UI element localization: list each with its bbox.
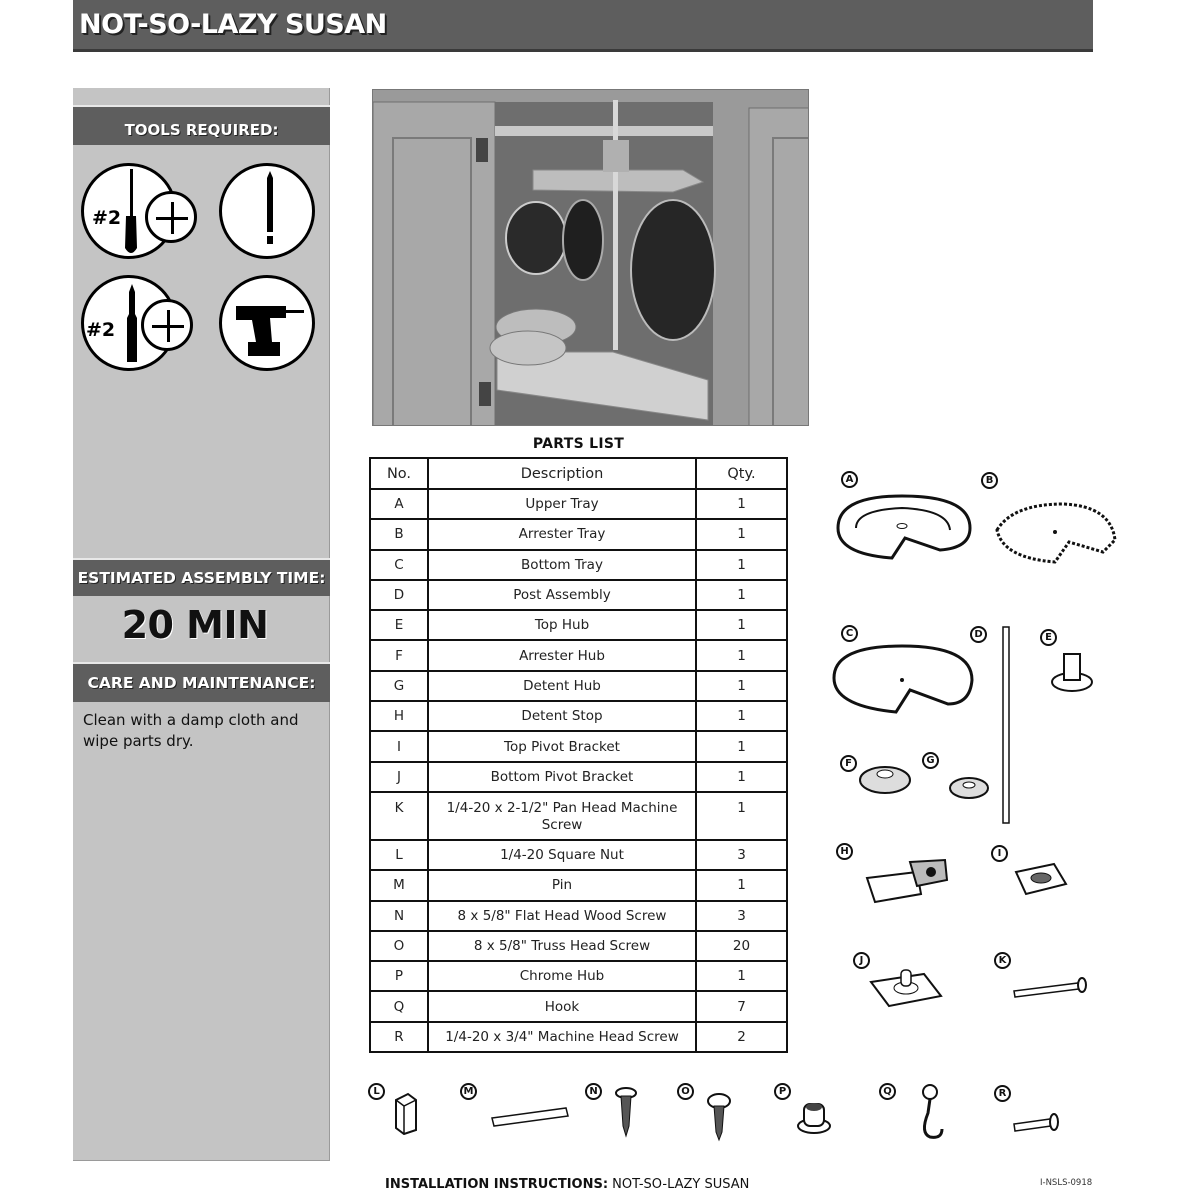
- column-header-description: Description: [428, 458, 696, 489]
- part-qty: 1: [696, 640, 787, 670]
- pan-head-machine-screw-icon: [1012, 975, 1092, 1000]
- part-badge-f: F: [840, 755, 857, 772]
- table-row: [370, 519, 787, 549]
- part-qty: 1: [696, 489, 787, 519]
- part-qty: 1: [696, 961, 787, 991]
- part-description: Pin: [428, 870, 696, 900]
- truss-head-screw-icon: [706, 1092, 732, 1142]
- footer-label: INSTALLATION INSTRUCTIONS:: [385, 1177, 609, 1192]
- part-description: Top Pivot Bracket: [428, 731, 696, 761]
- part-qty: 3: [696, 901, 787, 931]
- detent-stop-icon: [865, 858, 950, 908]
- table-row: [370, 610, 787, 640]
- part-description: Upper Tray: [428, 489, 696, 519]
- table-row: [370, 489, 787, 519]
- part-badge-g: G: [922, 752, 939, 769]
- part-no: E: [370, 610, 428, 640]
- part-qty: 1: [696, 671, 787, 701]
- power-drill-icon: [219, 275, 315, 371]
- table-row: [370, 762, 787, 792]
- part-qty: 7: [696, 991, 787, 1021]
- title-bar: [73, 0, 1093, 52]
- table-row: [370, 701, 787, 731]
- part-no: H: [370, 701, 428, 731]
- part-no: F: [370, 640, 428, 670]
- part-badge-o: O: [677, 1083, 694, 1100]
- part-no: B: [370, 519, 428, 549]
- flat-head-wood-screw-icon: [614, 1086, 638, 1138]
- top-hub-icon: [1050, 650, 1095, 695]
- part-description: Post Assembly: [428, 580, 696, 610]
- square-nut-icon: [392, 1090, 422, 1135]
- svg-text:#2: #2: [86, 319, 116, 341]
- top-pivot-bracket-icon: [1014, 862, 1069, 897]
- part-description: 8 x 5/8" Truss Head Screw: [428, 931, 696, 961]
- part-qty: 1: [696, 870, 787, 900]
- table-row: [370, 550, 787, 580]
- part-qty: 2: [696, 1022, 787, 1052]
- table-row: [370, 1022, 787, 1052]
- part-description: 8 x 5/8" Flat Head Wood Screw: [428, 901, 696, 931]
- part-no: P: [370, 961, 428, 991]
- part-no: A: [370, 489, 428, 519]
- part-description: 1/4-20 Square Nut: [428, 840, 696, 870]
- part-no: D: [370, 580, 428, 610]
- sidebar: [73, 88, 330, 1161]
- part-badge-i: I: [991, 845, 1008, 862]
- part-no: O: [370, 931, 428, 961]
- phillips-plus-icon: [145, 191, 197, 243]
- chrome-hub-icon: [794, 1098, 834, 1136]
- part-qty: 1: [696, 792, 787, 840]
- page-title: NOT-SO-LAZY SUSAN: [79, 9, 387, 40]
- part-description: 1/4-20 x 3/4" Machine Head Screw: [428, 1022, 696, 1052]
- arrester-tray-icon: [993, 500, 1118, 570]
- part-qty: 20: [696, 931, 787, 961]
- table-row: [370, 961, 787, 991]
- part-no: J: [370, 762, 428, 792]
- part-badge-p: P: [774, 1083, 791, 1100]
- assembly-time-value: 20 MIN: [121, 603, 269, 647]
- part-description: Hook: [428, 991, 696, 1021]
- part-no: R: [370, 1022, 428, 1052]
- part-badge-l: L: [368, 1083, 385, 1100]
- column-header-qty: Qty.: [696, 458, 787, 489]
- part-qty: 1: [696, 731, 787, 761]
- part-qty: 1: [696, 580, 787, 610]
- part-badge-e: E: [1040, 629, 1057, 646]
- column-header-no: No.: [370, 458, 428, 489]
- part-qty: 1: [696, 550, 787, 580]
- parts-list-title: PARTS LIST: [532, 436, 625, 452]
- part-qty: 3: [696, 840, 787, 870]
- part-badge-j: J: [853, 952, 870, 969]
- part-no: M: [370, 870, 428, 900]
- svg-text:#2: #2: [92, 207, 122, 229]
- part-description: Top Hub: [428, 610, 696, 640]
- part-description: Chrome Hub: [428, 961, 696, 991]
- table-row: [370, 991, 787, 1021]
- bottom-tray-icon: [830, 638, 975, 718]
- care-maintenance-heading: CARE AND MAINTENANCE:: [73, 662, 330, 702]
- part-description: Detent Hub: [428, 671, 696, 701]
- table-row: [370, 671, 787, 701]
- arrester-hub-icon: [858, 762, 913, 797]
- table-row: [370, 931, 787, 961]
- part-description: 1/4-20 x 2-1/2" Pan Head Machine Screw: [428, 792, 696, 840]
- footer-title: [385, 1177, 749, 1192]
- document-code: I-NSLS-0918: [1040, 1178, 1093, 1188]
- part-badge-q: Q: [879, 1083, 896, 1100]
- part-qty: 1: [696, 519, 787, 549]
- footer-product: NOT-SO-LAZY SUSAN: [608, 1177, 750, 1192]
- part-badge-b: B: [981, 472, 998, 489]
- table-row: [370, 580, 787, 610]
- detent-hub-icon: [948, 775, 990, 801]
- part-no: K: [370, 792, 428, 840]
- part-badge-k: K: [994, 952, 1011, 969]
- part-badge-h: H: [836, 843, 853, 860]
- part-no: I: [370, 731, 428, 761]
- pin-icon: [490, 1104, 572, 1129]
- part-description: Bottom Tray: [428, 550, 696, 580]
- part-badge-d: D: [970, 626, 987, 643]
- assembly-time-heading: ESTIMATED ASSEMBLY TIME:: [73, 558, 330, 596]
- part-no: Q: [370, 991, 428, 1021]
- table-row: [370, 870, 787, 900]
- part-badge-n: N: [585, 1083, 602, 1100]
- part-description: Arrester Tray: [428, 519, 696, 549]
- part-no: G: [370, 671, 428, 701]
- part-description: Arrester Hub: [428, 640, 696, 670]
- part-badge-c: C: [841, 625, 858, 642]
- table-row: [370, 840, 787, 870]
- part-badge-a: A: [841, 471, 858, 488]
- pencil-icon: [219, 163, 315, 259]
- product-photo: [372, 89, 809, 426]
- table-header-row: [370, 458, 787, 489]
- part-description: Bottom Pivot Bracket: [428, 762, 696, 792]
- bottom-pivot-bracket-icon: [869, 966, 944, 1008]
- part-qty: 1: [696, 701, 787, 731]
- part-badge-m: M: [460, 1083, 477, 1100]
- table-row: [370, 901, 787, 931]
- part-qty: 1: [696, 610, 787, 640]
- tools-required-heading: TOOLS REQUIRED:: [73, 105, 330, 145]
- part-qty: 1: [696, 762, 787, 792]
- part-description: Detent Stop: [428, 701, 696, 731]
- hook-icon: [912, 1083, 950, 1143]
- phillips-plus-icon: [141, 299, 193, 351]
- table-row: [370, 640, 787, 670]
- post-assembly-icon: [998, 625, 1014, 825]
- part-no: L: [370, 840, 428, 870]
- parts-table: [369, 457, 788, 1053]
- part-no: C: [370, 550, 428, 580]
- care-maintenance-text: Clean with a damp cloth and wipe parts dry.: [83, 711, 299, 750]
- part-no: N: [370, 901, 428, 931]
- table-row: [370, 731, 787, 761]
- machine-head-screw-icon: [1012, 1110, 1062, 1135]
- table-row: [370, 792, 787, 840]
- upper-tray-icon: [830, 488, 975, 563]
- part-badge-r: R: [994, 1085, 1011, 1102]
